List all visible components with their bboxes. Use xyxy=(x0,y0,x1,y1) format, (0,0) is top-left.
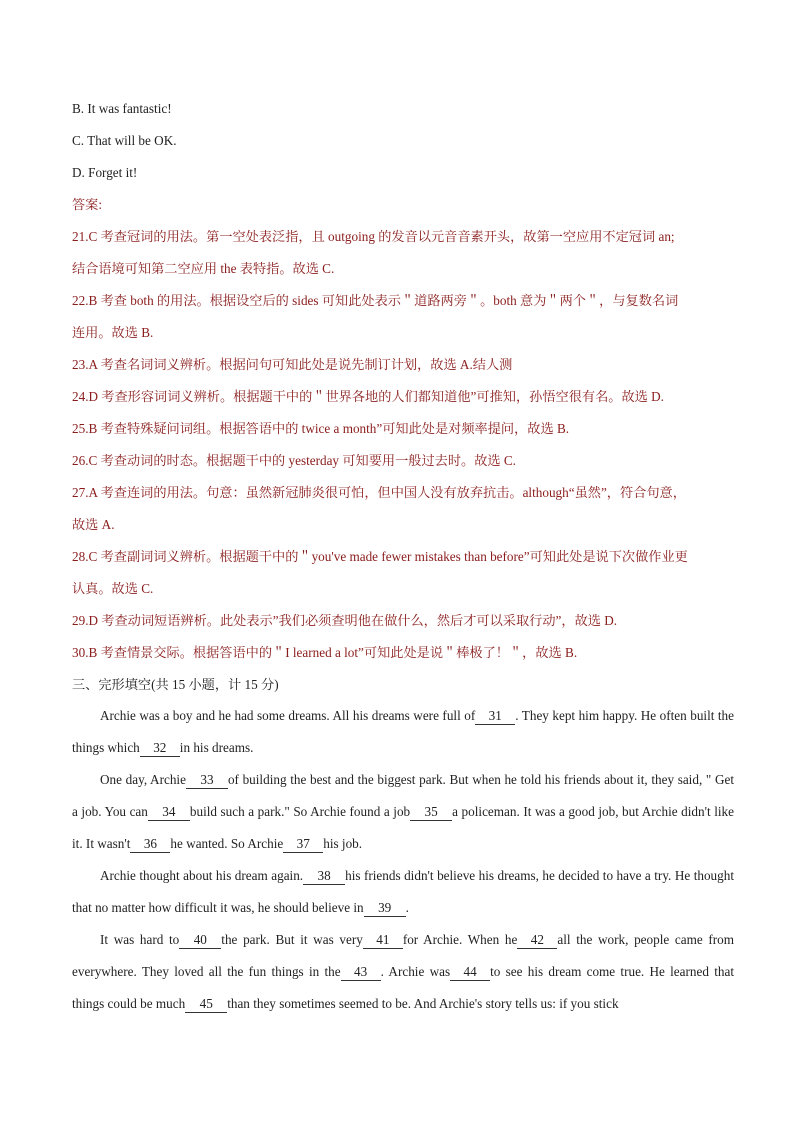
option-b: B. It was fantastic! xyxy=(72,101,172,116)
blank-38: 38 xyxy=(303,868,345,885)
answer-line: 结合语境可知第二空应用 the 表特指。故选 C. xyxy=(72,261,335,276)
cloze-paragraph-1: Archie was a boy and he had some dreams. All his dreams were full of 31 . They kept him happy. He often built the things which 32 in his dreams. xyxy=(72,708,735,755)
answer-line: 28.C 考查副词词义辨析。根据题干中的＂you've made fewer mistakes than before”可知此处是说下次做作业更 xyxy=(72,549,688,564)
blank-43: 43 xyxy=(341,964,381,981)
blank-32: 32 xyxy=(140,740,180,757)
blank-31: 31 xyxy=(475,708,515,725)
answer-line: 连用。故选 B. xyxy=(72,325,154,340)
option-d: D. Forget it! xyxy=(72,165,138,180)
answer-line: 22.B 考查 both 的用法。根据设空后的 sides 可知此处表示＂道路两旁＂。both 意为＂两个＂，与复数名词 xyxy=(72,293,679,308)
cloze-paragraph-4: It was hard to 40 the park. But it was very 41 for Archie. When he 42 all the work, people came from everywhere. They loved all the fun things in the 43 . Archie was 44 to see his dream come true. He learned that things could be much 45 than they sometimes seemed to be. And Archie's story tells us: if you stick xyxy=(72,932,735,1011)
answer-line: 24.D 考查形容词词义辨析。根据题干中的＂世界各地的人们都知道他”可推知，孙悟空很有名。故选 D. xyxy=(72,389,664,404)
cloze-paragraph-3: Archie thought about his dream again. 38 his friends didn't believe his dreams, he decided to have a try. He thought that no matter how difficult it was, he should believe in 39 . xyxy=(72,868,734,915)
blank-41: 41 xyxy=(363,932,403,949)
answer-label: 答案: xyxy=(72,197,103,212)
blank-34: 34 xyxy=(148,804,190,821)
blank-37: 37 xyxy=(283,836,323,853)
blank-44: 44 xyxy=(450,964,490,981)
answer-line: 27.A 考查连词的用法。句意：虽然新冠肺炎很可怕，但中国人没有放弃抗击。although“虽然”，符合句意， xyxy=(72,485,686,500)
blank-45: 45 xyxy=(185,996,227,1013)
blank-40: 40 xyxy=(179,932,221,949)
blank-36: 36 xyxy=(130,836,170,853)
section-title: 三、完形填空(共 15 小题，计 15 分) xyxy=(72,677,279,692)
blank-42: 42 xyxy=(517,932,557,949)
answer-line: 认真。故选 C. xyxy=(72,581,154,596)
answer-line: 30.B 考查情景交际。根据答语中的＂I learned a lot”可知此处是说＂棒极了！＂，故选 B. xyxy=(72,645,578,660)
cloze-paragraph-2: One day, Archie 33 of building the best and the biggest park. But when he told his friends about it, they said, " Get a job. You can 34 build such a park." So Archie found a job 35 a policeman. It was a good job, but Archie didn't like it. It wasn't 36 he wanted. So Archie 37 his job. xyxy=(72,772,734,851)
answer-line: 29.D 考查动词短语辨析。此处表示”我们必须查明他在做什么，然后才可以采取行动”，故选 D. xyxy=(72,613,618,628)
answer-line: 23.A 考查名词词义辨析。根据问句可知此处是说先制订计划，故选 A.结人测 xyxy=(72,357,513,372)
blank-39: 39 xyxy=(364,900,406,917)
answer-line: 故选 A. xyxy=(72,517,115,532)
answer-line: 26.C 考查动词的时态。根据题干中的 yesterday 可知要用一般过去时。故选 C. xyxy=(72,453,516,468)
option-c: C. That will be OK. xyxy=(72,133,177,148)
answer-line: 25.B 考查特殊疑问词组。根据答语中的 twice a month”可知此处是对频率提问，故选 B. xyxy=(72,421,570,436)
blank-35: 35 xyxy=(410,804,452,821)
blank-33: 33 xyxy=(186,772,228,789)
answer-line: 21.C 考查冠词的用法。第一空处表泛指，且 outgoing 的发音以元音音素开头，故第一空应用不定冠词 an; xyxy=(72,229,675,244)
